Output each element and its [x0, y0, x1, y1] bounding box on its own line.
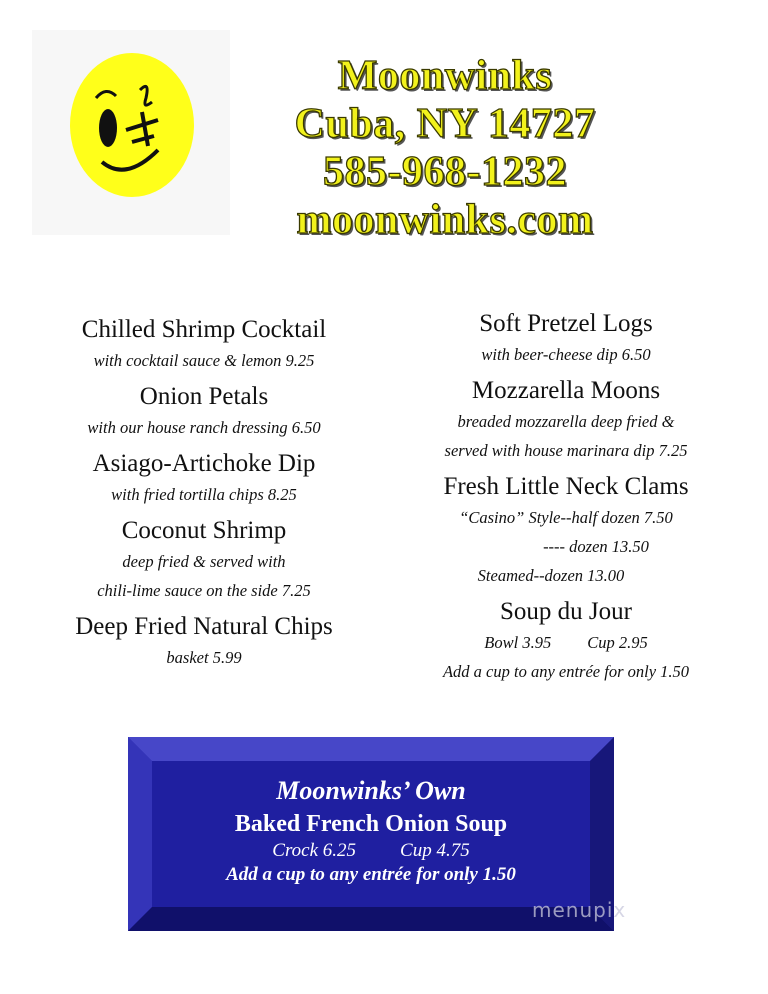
menu-right-column: [412, 308, 720, 692]
item-desc: with beer-cheese dip 6.50: [481, 345, 651, 364]
logo: [32, 30, 230, 235]
menu-item: [40, 611, 368, 672]
item-desc: served with house marinara dip 7.25: [444, 441, 688, 460]
item-name: Onion Petals: [139, 383, 269, 410]
phone-number: 585-968-1232: [323, 149, 567, 195]
item-name: Coconut Shrimp: [121, 517, 287, 544]
menu-left-column: [40, 314, 368, 678]
item-name: Soft Pretzel Logs: [479, 310, 653, 337]
item-desc: “Casino” Style--half dozen 7.50: [459, 508, 673, 527]
item-desc: [412, 628, 720, 657]
cup-price: Cup 4.75: [400, 840, 470, 861]
item-desc: with fried tortilla chips 8.25: [111, 485, 297, 504]
winking-moon-face-icon: [62, 50, 202, 200]
item-desc: chili-lime sauce on the side 7.25: [97, 581, 311, 600]
header: [260, 52, 630, 244]
menu-item: [412, 471, 720, 590]
menu-item: [40, 314, 368, 375]
item-desc: Add a cup to any entrée for only 1.50: [442, 662, 690, 681]
menu-item: [40, 381, 368, 442]
restaurant-name: Moonwinks: [337, 53, 553, 99]
bowl-price: Bowl 3.95: [484, 633, 552, 652]
watermark: menupix: [532, 898, 627, 922]
crock-price: Crock 6.25: [272, 840, 357, 861]
item-name: Asiago-Artichoke Dip: [92, 450, 316, 477]
address: Cuba, NY 14727: [294, 101, 596, 147]
item-desc: with our house ranch dressing 6.50: [87, 418, 321, 437]
website: moonwinks.com: [296, 197, 594, 243]
item-name: Soup du Jour: [500, 598, 632, 625]
item-desc: ---- dozen 13.50: [543, 537, 649, 556]
item-desc: Steamed--dozen 13.00: [477, 566, 625, 585]
special-title: Moonwinks’ Own: [276, 776, 466, 805]
item-name: Chilled Shrimp Cocktail: [81, 316, 327, 343]
special-text: [128, 774, 614, 888]
item-name: Deep Fried Natural Chips: [75, 613, 333, 640]
item-desc: deep fried & served with: [122, 552, 286, 571]
item-name: Mozzarella Moons: [471, 377, 661, 404]
menu-item: [412, 375, 720, 465]
menu-item: [412, 308, 720, 369]
item-desc: breaded mozzarella deep fried &: [457, 412, 675, 431]
cup-price: Cup 2.95: [587, 633, 648, 652]
item-desc: basket 5.99: [166, 648, 242, 667]
menu-item: [40, 448, 368, 509]
menu-item: [412, 596, 720, 686]
item-name: Fresh Little Neck Clams: [443, 473, 689, 500]
item-desc: with cocktail sauce & lemon 9.25: [93, 351, 315, 370]
special-add-note: Add a cup to any entrée for only 1.50: [226, 864, 516, 885]
special-prices: [128, 840, 614, 862]
special-name: Baked French Onion Soup: [234, 811, 508, 837]
menu-item: [40, 515, 368, 605]
